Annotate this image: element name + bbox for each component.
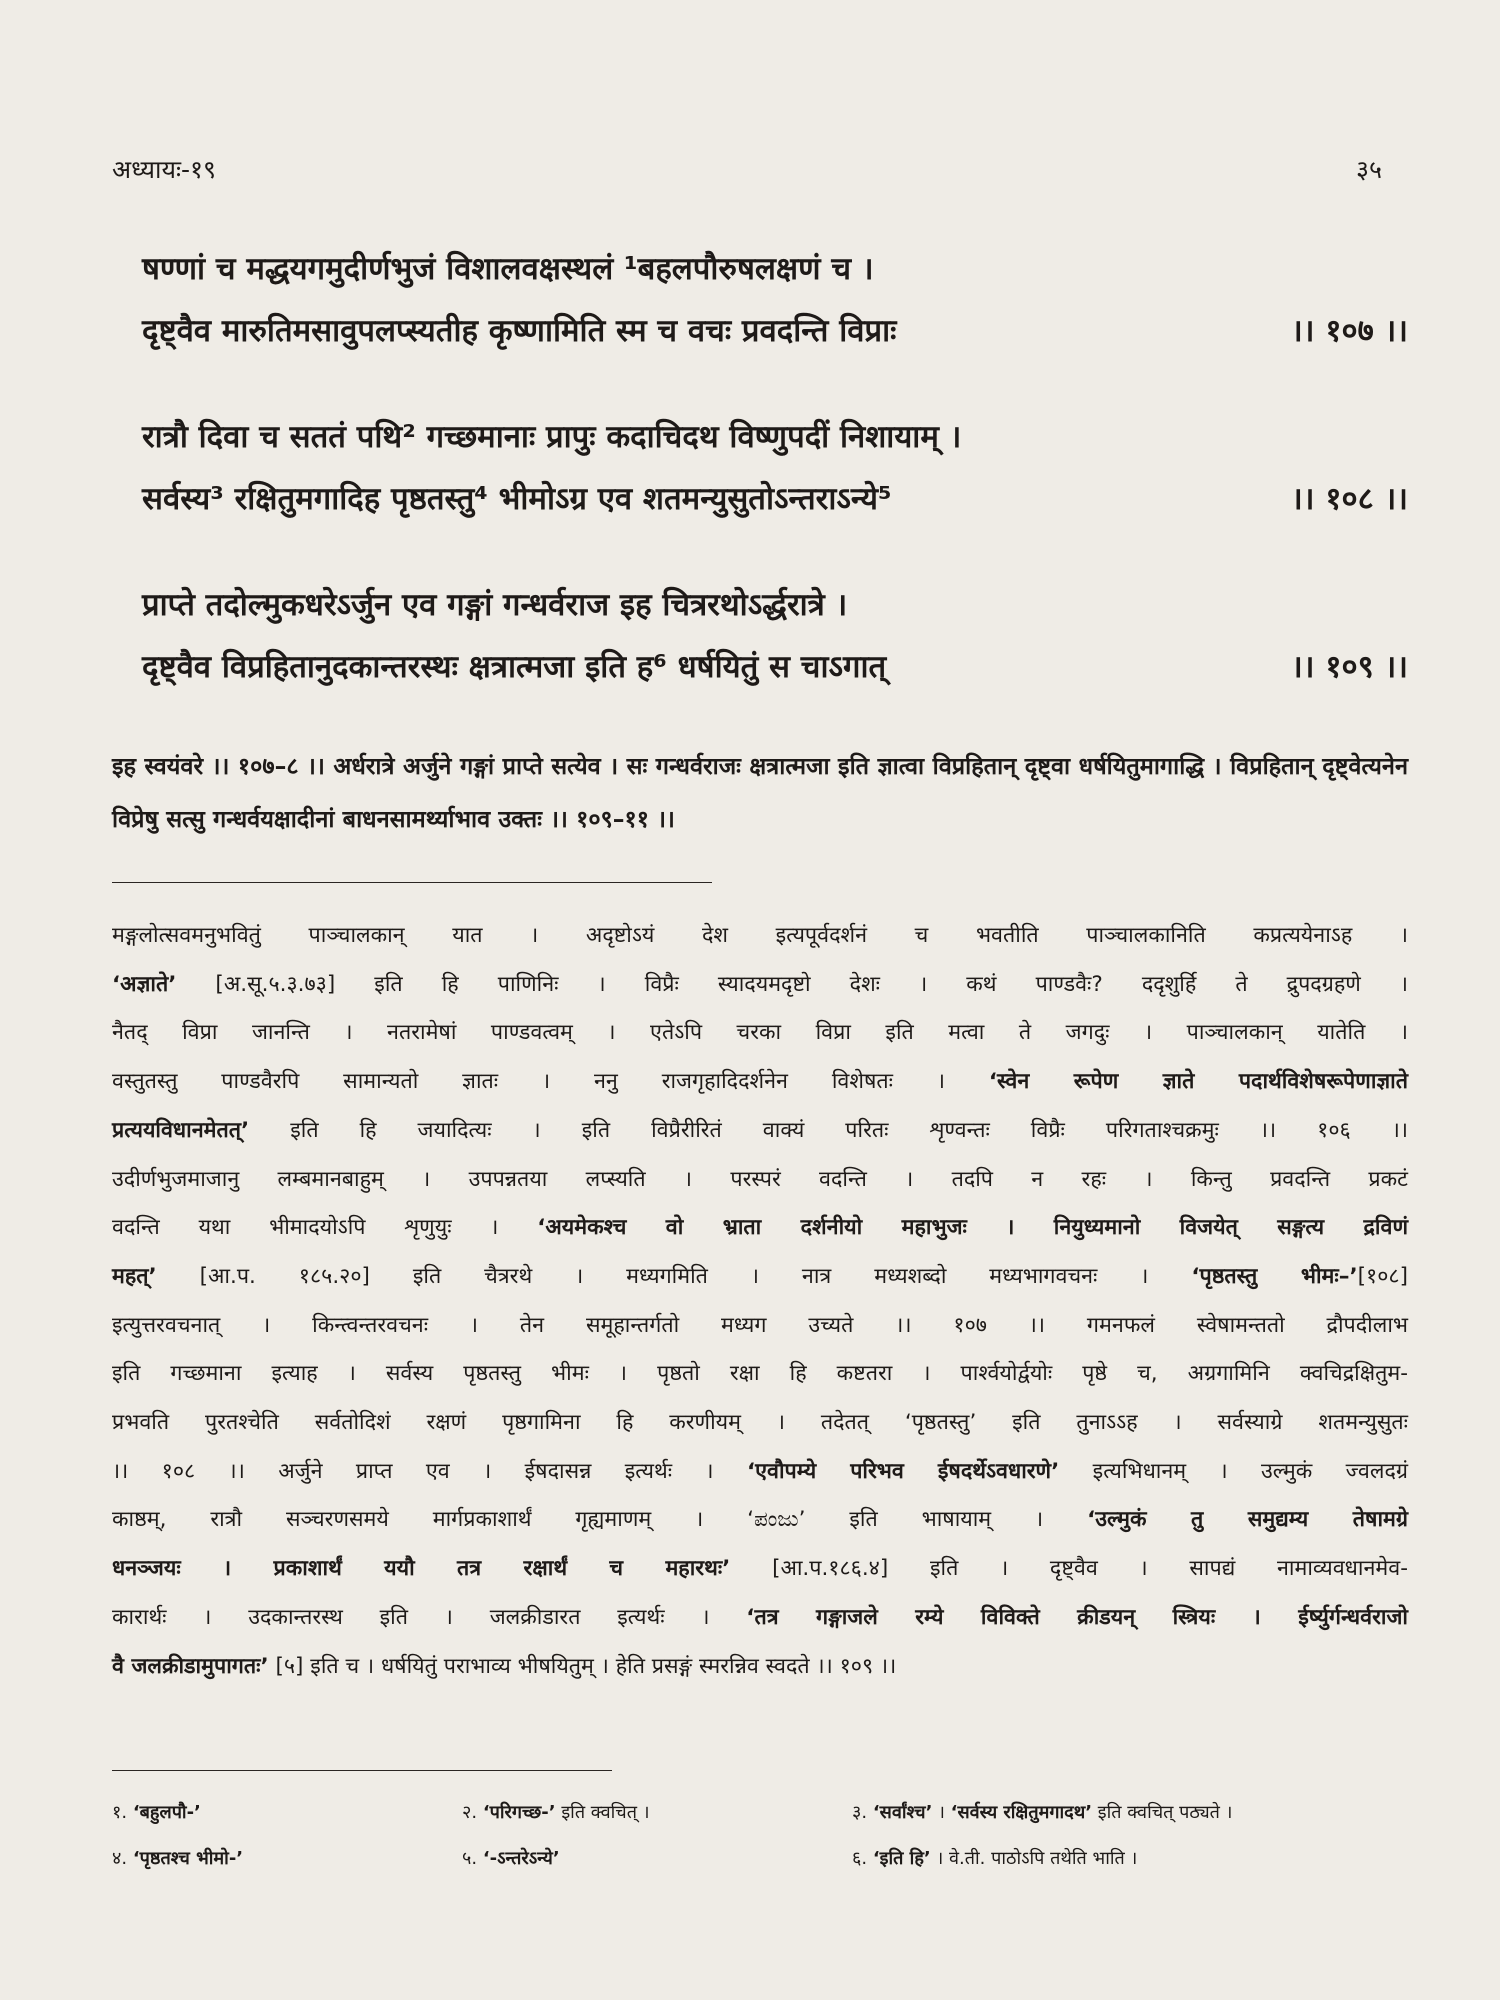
verse-number: ।। १०९ ।। (1291, 649, 1408, 685)
commentary-line: प्रत्ययविधानमेतत्’ इति हि जयादित्यः । इति विप्रैरीरितं वाक्यं परितः शृण्वन्तः विप्रैः परिगताश्चक्रमुः ।। १०६ ।। (112, 1117, 1408, 1143)
page-number: ३५ (1355, 155, 1382, 184)
footnote: ६. ‘इति हि’ । वे.ती. पाठोऽपि तथेति भाति । (852, 1848, 1138, 1869)
verse-line: सर्वस्य³ रक्षितुमगादिह पृष्ठतस्तु⁴ भीमोऽग्र एव शतमन्युसुतोऽन्तराऽन्ये⁵ ।। १०८ ।। (142, 468, 1408, 530)
section-divider (112, 882, 712, 883)
running-head (112, 152, 1388, 186)
verse-line: दृष्ट्वैव विप्रहितानुदकान्तरस्थः क्षत्रात्मजा इति ह⁶ धर्षयितुं स चाऽगात् ।। १०९ ।। (142, 636, 1408, 698)
verse-108 (142, 406, 1408, 530)
commentary-line: इति गच्छमाना इत्याह । सर्वस्य पृष्ठतस्तु भीमः । पृष्ठतो रक्षा हि कष्टतरा । पार्श्वयोर्द्वयोः पृष्ठे च, अग्रगामिनि क्वचिद्रक्षितुम- (112, 1361, 1408, 1387)
verse-number: ।। १०८ ।। (1291, 481, 1408, 517)
commentary-line: मङ्गलोत्सवमनुभवितुं पाञ्चालकान् यात । अदृष्टोऽयं देश इत्यपूर्वदर्शनं च भवतीति पाञ्चालकानिति कप्रत्ययेनाऽह । (112, 923, 1408, 948)
commentary-line: प्रभवति पुरतश्चेति सर्वतोदिशं रक्षणं पृष्ठगामिना हि करणीयम् । तदेतत् ‘पृष्ठतस्तु’ इति तुनाऽऽह । सर्वस्याग्रे शतमन्युसुतः (112, 1410, 1408, 1436)
verse-109 (142, 574, 1408, 698)
commentary-body (112, 912, 1408, 1691)
verse-line: रात्रौ दिवा च सततं पथि² गच्छमानाः प्रापुः कदाचिदथ विष्णुपदीं निशायाम् । (142, 419, 962, 455)
footnote: २. ‘परिगच्छ-’ इति क्वचित् । (462, 1802, 650, 1823)
footnote: ३. ‘सर्वांश्च’ । ‘सर्वस्य रक्षितुमगादथ’ इति क्वचित् पठ्यते । (852, 1802, 1233, 1823)
verse-line: दृष्ट्वैव मारुतिमसावुपलप्स्यतीह कृष्णामिति स्म च वचः प्रवदन्ति विप्राः ।। १०७ ।। (142, 300, 1408, 362)
verse-number: ।। १०७ ।। (1291, 313, 1408, 349)
commentary-line: उदीर्णभुजमाजानु लम्बमानबाहुम् । उपपन्नतया लप्स्यति । परस्परं वदन्ति । तदपि न रहः । किन्तु प्रवदन्ति प्रकटं (112, 1166, 1408, 1192)
commentary-line: नैतद् विप्रा जानन्ति । नतरामेषां पाण्डवत्वम् । एतेऽपि चरका विप्रा इति मत्वा ते जगदुः । पाञ्चालकान् यातेति । (112, 1020, 1408, 1046)
verse-107 (142, 238, 1408, 362)
commentary-line: इत्युत्तरवचनात् । किन्त्वन्तरवचनः । तेन समूहान्तर्गतो मध्यग उच्यते ।। १०७ ।। गमनफलं स्वेषामन्ततो द्रौपदीलाभ (112, 1312, 1408, 1338)
commentary-line: वस्तुतस्तु पाण्डवैरपि सामान्यतो ज्ञातः । ननु राजगृहादिदर्शनेन विशेषतः । ‘स्वेन रूपेण ज्ञाते पदार्थविशेषरूपेणाज्ञाते (112, 1069, 1408, 1095)
commentary-line: कारार्थः । उदकान्तरस्थ इति । जलक्रीडारत इत्यर्थः । ‘तत्र गङ्गाजले रम्ये विविक्ते क्रीडयन् स्त्रियः । ईर्ष्युर्गन्धर्वराजो (112, 1604, 1408, 1630)
commentary-line: ।। १०८ ।। अर्जुने प्राप्त एव । ईषदासन्न इत्यर्थः । ‘एवौपम्ये परिभव ईषदर्थेऽवधारणे’ इत्यभिधानम् । उल्मुकं ज्वलदग्रं (112, 1458, 1409, 1484)
commentary-line: महत्’ [आ.प. १८५.२०] इति चैत्ररथे । मध्यगमिति । नात्र मध्यशब्दो मध्यभागवचनः । ‘पृष्ठतस्तु भीमः–’[१०८] (112, 1263, 1408, 1289)
footnote-row (112, 1790, 1408, 1836)
footnote-row (112, 1836, 1408, 1882)
commentary-line: वदन्ति यथा भीमादयोऽपि शृणुयुः । ‘अयमेकश्च वो भ्राता दर्शनीयो महाभुजः । नियुध्यमानो विजयेत् सङ्गत्य द्रविणं (112, 1215, 1408, 1241)
commentary-line: वै जलक्रीडामुपागतः’ [५] इति च । धर्षयितुं पराभाव्य भीषयितुम् । हेति प्रसङ्गं स्मरन्निव स्वदते ।। १०९ ।। (112, 1653, 897, 1679)
verse-line: षण्णां च मद्धयगमुदीर्णभुजं विशालवक्षस्थलं ¹बहलपौरुषलक्षणं च । (142, 251, 874, 287)
verse-line: प्राप्ते तदोल्मुकधरेऽर्जुन एव गङ्गां गन्धर्वराज इह चित्ररथोऽर्द्धरात्रे । (142, 587, 848, 623)
footnotes (112, 1790, 1408, 1882)
commentary-line: काष्ठम्, रात्रौ सञ्चरणसमये मार्गप्रकाशार्थं गृह्यमाणम् । ‘ಪಂಜು’ इति भाषायाम् । ‘उल्मुकं तु समुद्यम्य तेषामग्रे (112, 1507, 1408, 1533)
commentary-line: धनञ्जयः । प्रकाशार्थं ययौ तत्र रक्षार्थं च महारथः’ [आ.प.१८६.४] इति । दृष्ट्वैव । सापद्यं नामाव्यवधानमेव- (112, 1556, 1408, 1582)
footnote: ५. ‘-ऽन्तरेऽन्ये’ (462, 1848, 560, 1869)
commentary-line: ‘अज्ञाते’ [अ.सू.५.३.७३] इति हि पाणिनिः । विप्रैः स्यादयमदृष्टो देशः । कथं पाण्डवैः? ददृशुर्हि ते द्रुपदग्रहणे । (112, 971, 1408, 997)
chapter-label: अध्यायः-१९ (112, 155, 217, 184)
footnote: ४. ‘पृष्ठतश्च भीमो-’ (112, 1848, 244, 1869)
footnote-divider (112, 1770, 612, 1771)
commentary-summary: इह स्वयंवरे ।। १०७–८ ।। अर्धरात्रे अर्जुने गङ्गां प्राप्ते सत्येव । सः गन्धर्वराजः क्षत्रात्मजा इति ज्ञात्वा विप्रहितान् दृष्ट्वा धर्षयितुमागाद्धि । विप्रहितान् दृष्ट्वेत्यनेन विप्रेषु सत्सु गन्धर्वयक्षादीनां बाधनसामर्थ्याभाव उक्तः ।। १०९–११ ।। (112, 752, 1408, 833)
footnote: १. ‘बहुलपौ-’ (112, 1802, 201, 1823)
